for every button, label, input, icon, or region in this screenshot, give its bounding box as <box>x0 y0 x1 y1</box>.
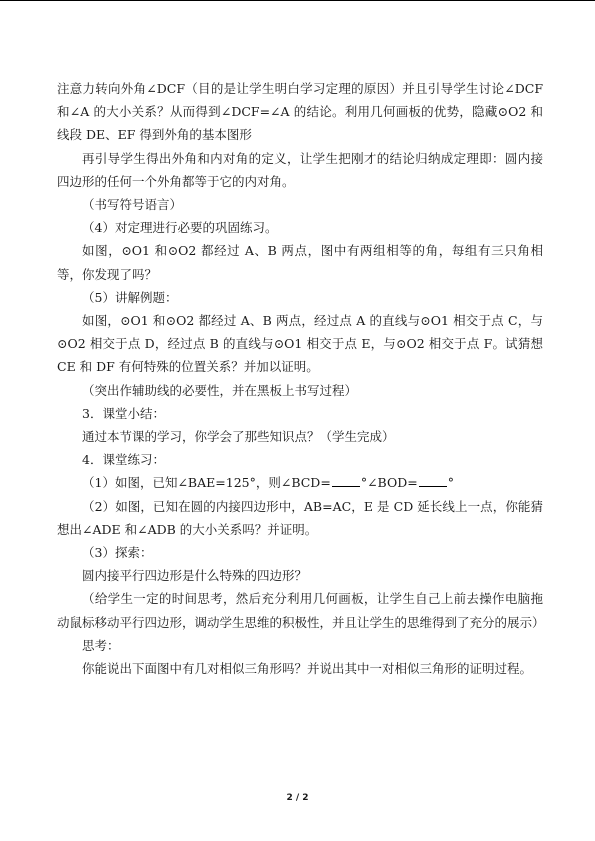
paragraph-step-4: （4）对定理进行必要的巩固练习。 <box>82 220 278 236</box>
heading-class-exercises: 4．课堂练习： <box>82 452 165 468</box>
paragraph-equal-angles-question: 如图，⊙O1 和⊙O2 都经过 A、B 两点，图中有两组相等的角，每组有三只角相等，你发现了吗？ <box>57 243 543 282</box>
exercise-3-heading: （3）探索： <box>82 545 153 561</box>
paragraph-teaching-note: （给学生一定的时间思考，然后充分利用几何画板，让学生自己上前去操作电脑拖动鼠标移动平行四边形，调动学生思维的积极性，并且让学生的思维得到了充分的展示） <box>57 591 545 630</box>
paragraph-step-5: （5）讲解例题： <box>82 289 178 305</box>
paragraph-similar-triangles-question: 你能说出下面图中有几对相似三角形吗？并说出其中一对相似三角形的证明过程。 <box>82 661 533 677</box>
exercise-1-text-b: °∠BOD= <box>360 475 418 491</box>
page-number: 2 / 2 <box>286 793 309 803</box>
paragraph-parallelogram-question: 圆内接平行四边形是什么特殊的四边形？ <box>82 568 308 584</box>
paragraph-summary-question: 通过本节课的学习，你学会了那些知识点？（学生完成） <box>82 429 395 445</box>
paragraph-auxiliary-line-note: （突出作辅助线的必要性，并在黑板上书写过程） <box>82 382 358 398</box>
paragraph-example-problem: 如图，⊙O1 和⊙O2 都经过 A、B 两点，经过点 A 的直线与⊙O1 相交于点 C，与⊙O2 相交于点 D，经过点 B 的直线与⊙O1 相交于点 E，与⊙O2 相交于点 F。试猜想 CE 和 DF 有何特殊的位置关系？并加以证明。 <box>57 313 543 375</box>
exercise-1-text-c: ° <box>447 475 454 491</box>
answer-blank-bcd <box>332 474 360 487</box>
paragraph-symbolic-language: （书写符号语言） <box>82 197 183 213</box>
heading-class-summary: 3．课堂小结： <box>82 405 165 421</box>
heading-think: 思考： <box>82 637 120 653</box>
paragraph-exterior-angle-intro: 注意力转向外角∠DCF（目的是让学生明白学习定理的原因）并且引导学生讨论∠DCF 和∠A 的大小关系？从而得到∠DCF=∠A 的结论。利用几何画板的优势，隐藏⊙O2 和线段 DE、EF 得到外角的基本图形 <box>57 81 543 143</box>
answer-blank-bod <box>419 474 447 487</box>
header-rule <box>0 0 595 1</box>
exercise-1-text-a: （1）如图，已知∠BAE=125°，则∠BCD= <box>82 475 331 491</box>
paragraph-theorem-definition: 再引导学生得出外角和内对角的定义，让学生把刚才的结论归纳成定理即：圆内接四边形的任何一个外角都等于它的内对角。 <box>57 150 543 189</box>
exercise-2: （2）如图，已知在圆的内接四边形中，AB=AC，E 是 CD 延长线上一点，你能猜想出∠ADE 和∠ADB 的大小关系吗？并证明。 <box>57 498 543 537</box>
document-body <box>57 77 543 680</box>
exercise-1 <box>57 471 543 494</box>
